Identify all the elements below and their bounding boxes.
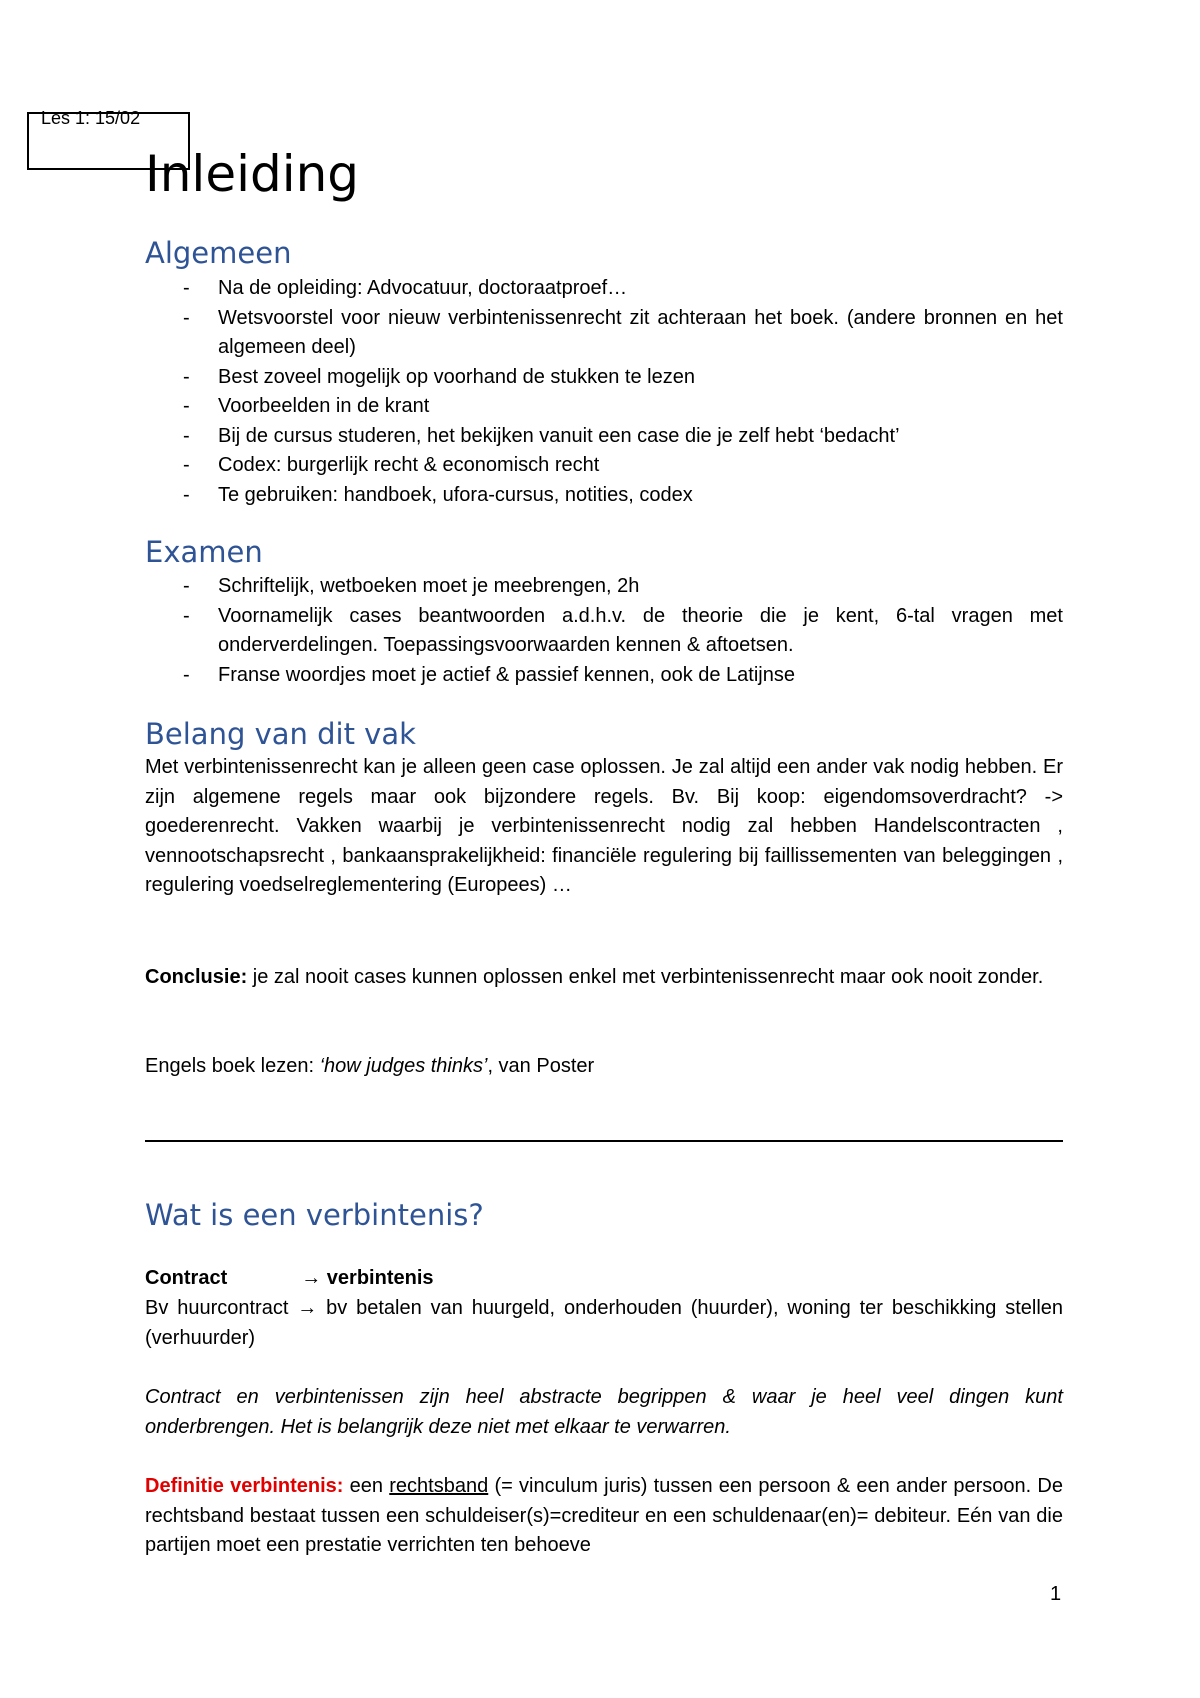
heading-verbintenis: Wat is een verbintenis? <box>145 1198 484 1232</box>
arrow-right-icon: → <box>297 1297 318 1319</box>
book-title: ‘how judges thinks’ <box>319 1055 488 1077</box>
list-item: - Schriftelijk, wetboeken moet je meebrengen, 2h <box>183 575 640 597</box>
list-item: - Best zoveel mogelijk op voorhand de stukken te lezen <box>183 365 695 388</box>
list-item: - Te gebruiken: handboek, ufora-cursus, notities, codex <box>183 483 693 506</box>
list-examen <box>145 572 1063 690</box>
book-recommendation: Engels boek lezen: ‘how judges thinks’, van Poster <box>145 1055 595 1077</box>
italic-note: Contract en verbintenissen zijn heel abstracte begrippen & waar je heel veel dingen kunt onderbrengen. Het is belangrijk deze niet met elkaar te verwarren. <box>145 1386 1063 1438</box>
page-number: 1 <box>1050 1583 1062 1605</box>
definition-paragraph: Definitie verbintenis: een rechtsband (= vinculum juris) tussen een persoon & een ander persoon. De rechtsband bestaat tussen een schuldeiser(s)=crediteur en een schuldenaar(en)= debiteur. Eén van die partijen moet een prestatie verrichten ten behoeve <box>145 1475 1063 1556</box>
heading-examen: Examen <box>145 535 263 569</box>
list-item: - Voorbeelden in de krant <box>183 395 430 417</box>
lesson-date-label: Les 1: 15/02 <box>41 108 141 128</box>
heading-algemeen: Algemeen <box>145 236 292 270</box>
definition-label: Definitie verbintenis: <box>145 1475 344 1497</box>
conclusie-paragraph: Conclusie: je zal nooit cases kunnen oplossen enkel met verbintenissenrecht maar ook nooit zonder. <box>145 966 1044 988</box>
page-title: Inleiding <box>145 145 360 203</box>
underlined-term: rechtsband <box>389 1475 489 1497</box>
horizontal-divider <box>145 1140 1063 1142</box>
list-item: - Franse woordjes moet je actief & passief kennen, ook de Latijnse <box>183 663 795 686</box>
list-item: - Voornamelijk cases beantwoorden a.d.h.v. de theorie die je kent, 6-tal vragen met onderverdelingen. Toepassingsvoorwaarden kennen & aftoetsen. <box>183 604 1063 656</box>
conclusie-label: Conclusie: <box>145 966 248 988</box>
belang-paragraph: Met verbintenissenrecht kan je alleen geen case oplossen. Je zal altijd een ander vak nodig hebben. Er zijn algemene regels maar ook bijzondere regels. Bv. Bij koop: eigendomsoverdracht? -> goederenrecht. Vakken waarbij je verbintenissenrecht nodig zal hebben Handelscontracten , vennootschapsrecht , bankaansprakelijkheid: financiële regulering bij faillissementen van beleggingen , regulering voedselreglementering (Europees) … <box>145 756 1063 896</box>
list-item: - Bij de cursus studeren, het bekijken vanuit een case die je zelf hebt ‘bedacht’ <box>183 424 900 447</box>
arrow-right-icon: → <box>301 1267 322 1289</box>
list-algemeen <box>145 274 1063 510</box>
list-item: - Codex: burgerlijk recht & economisch recht <box>183 454 600 476</box>
list-item: - Wetsvoorstel voor nieuw verbintenissenrecht zit achteraan het boek. (andere bronnen en het algemeen deel) <box>183 306 1063 358</box>
list-item: - Na de opleiding: Advocatuur, doctoraatproef… <box>183 277 628 299</box>
example-paragraph: Bv huurcontract → bv betalen van huurgeld, onderhouden (huurder), woning ter beschikking stellen (verhuurder) <box>145 1297 1064 1349</box>
contract-line: Contract → verbintenis <box>145 1267 434 1289</box>
heading-belang: Belang van dit vak <box>145 717 416 751</box>
